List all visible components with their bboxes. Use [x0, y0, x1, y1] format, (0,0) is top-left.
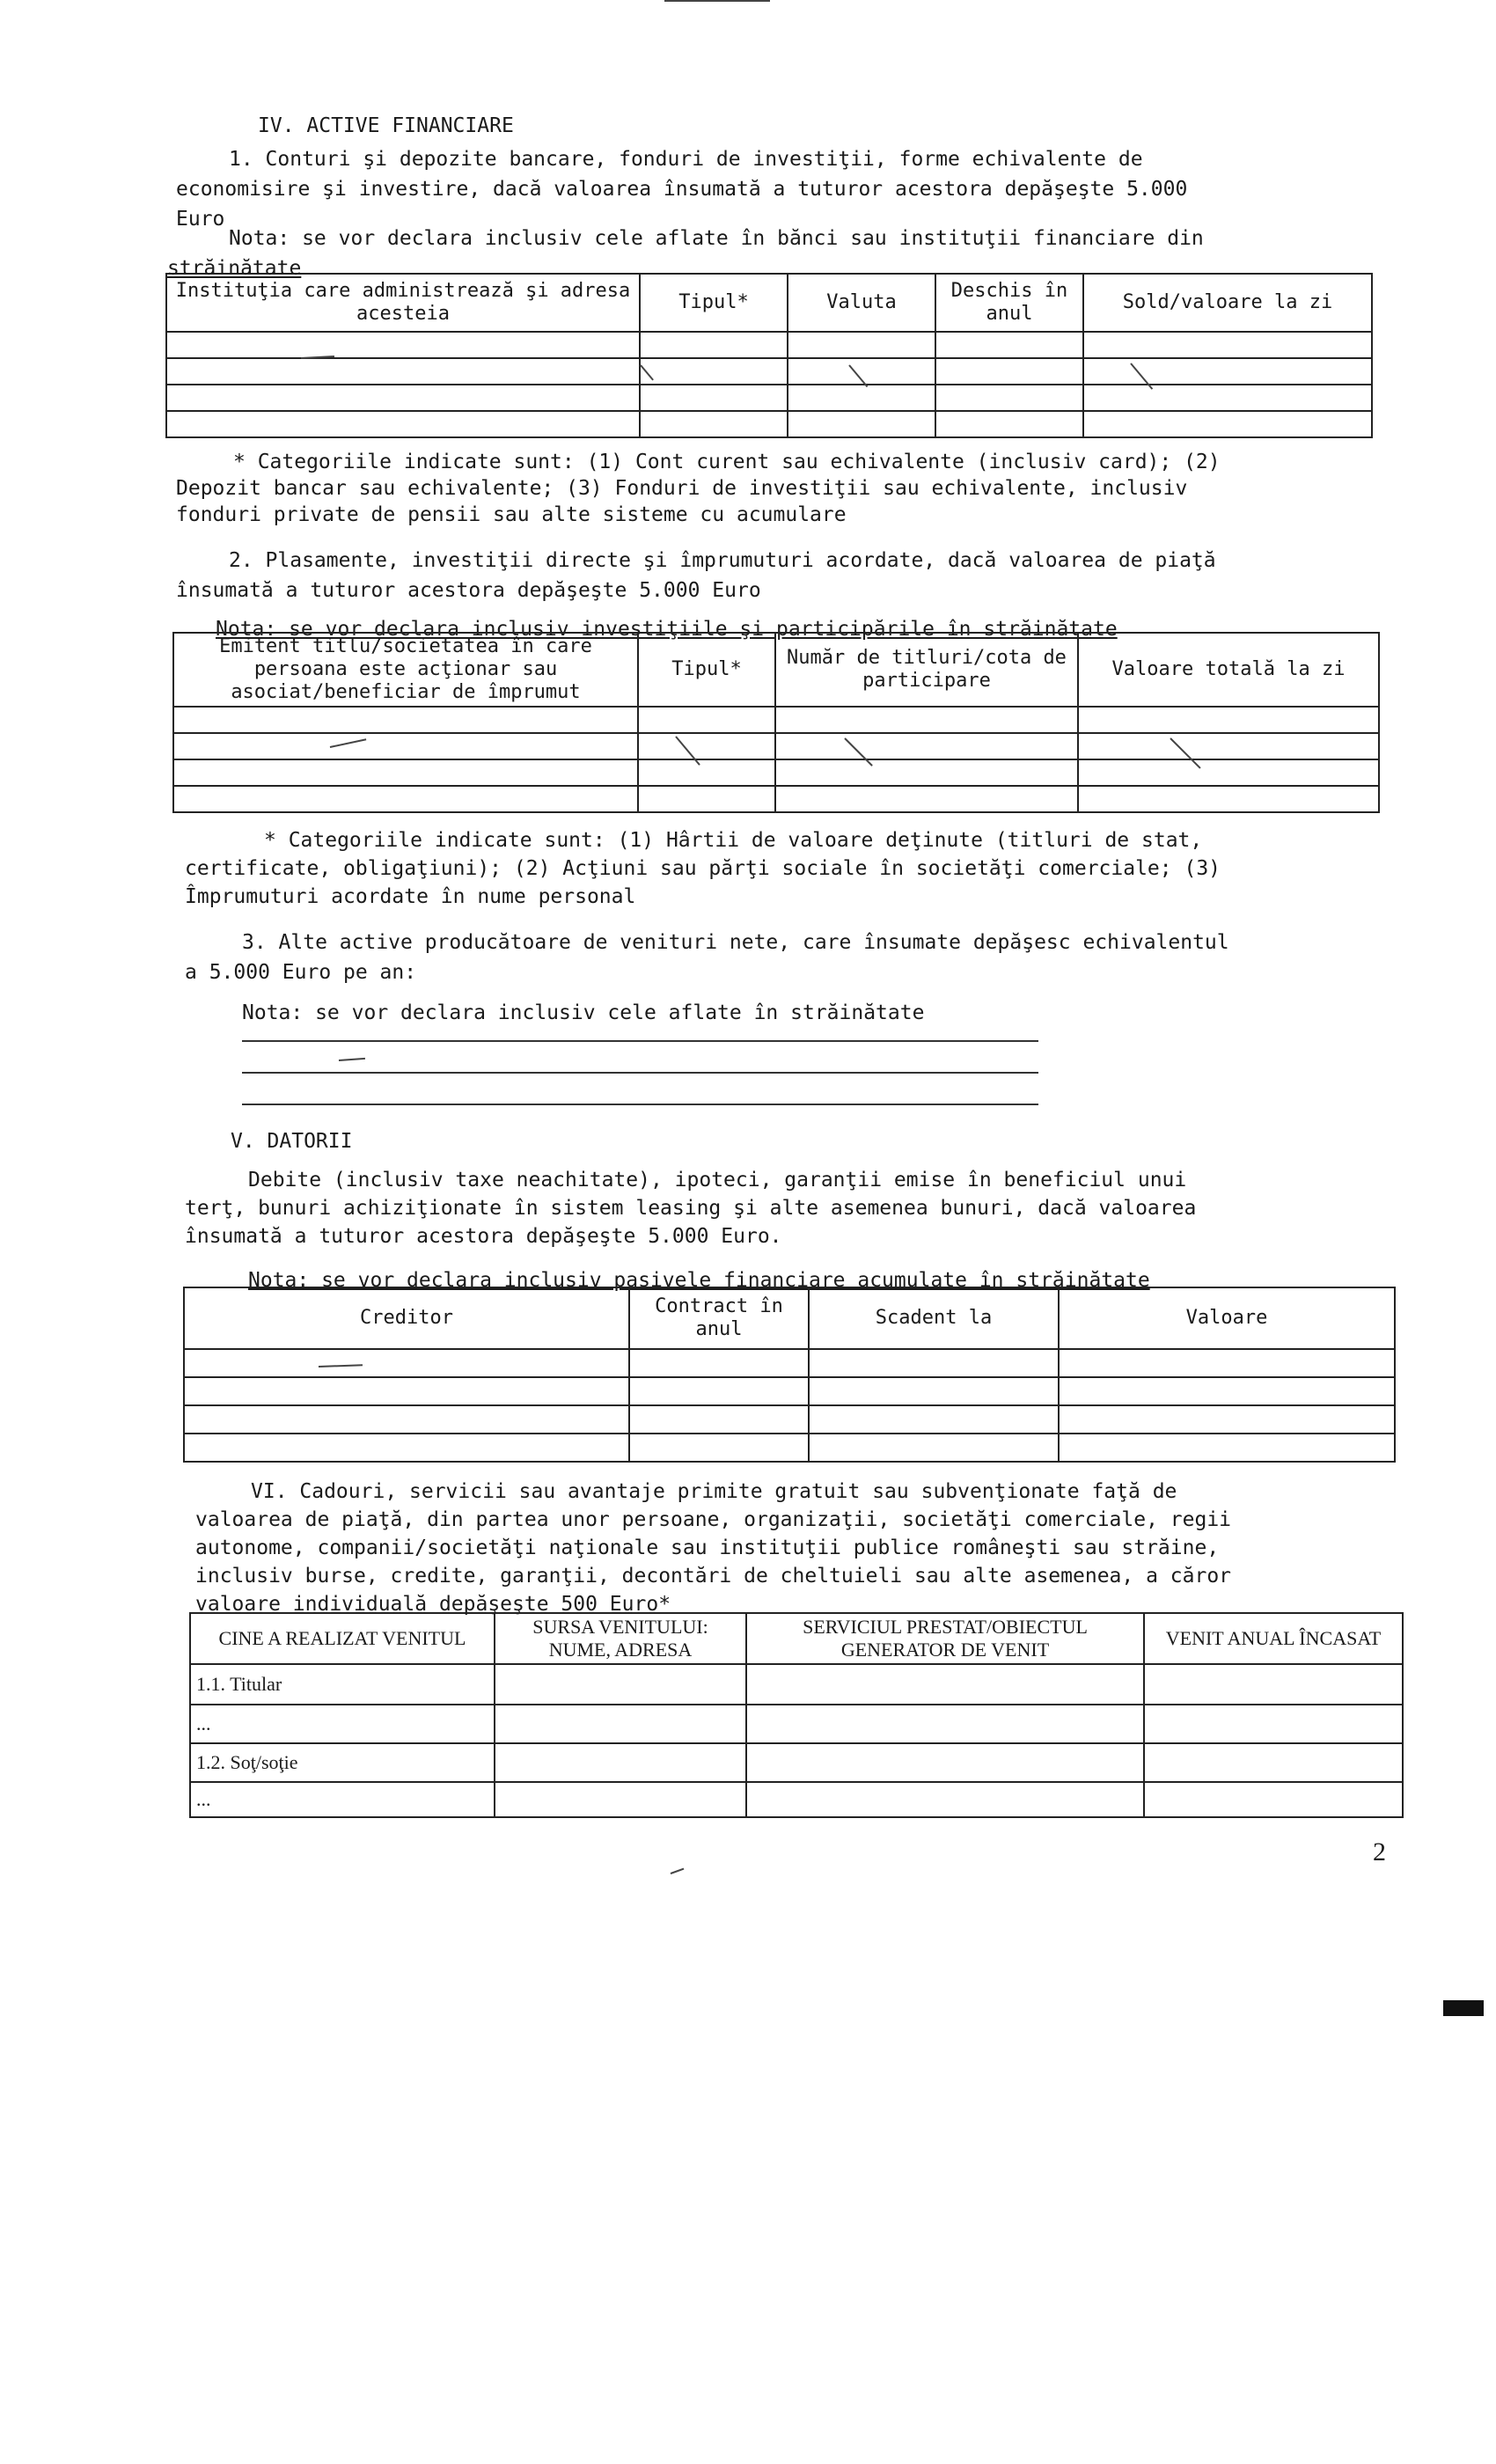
empty-dash-mark [339, 1058, 365, 1061]
page-number: 2 [1373, 1837, 1386, 1866]
note3: Nota: se vor declara inclusiv cele aflate în străinătate [242, 1001, 925, 1024]
t3-header-due: Scadent la [809, 1287, 1059, 1349]
t2-note-line-3: Împrumuturi acordate în nume personal [185, 885, 636, 908]
t2-header-issuer: Emitent titlu/societatea în care persoana este acţionar sau asociat/beneficiar de împrumut [173, 633, 638, 707]
t4-header-source: SURSA VENITULUI: NUME, ADRESA [495, 1613, 746, 1664]
t1-header-type: Tipul* [640, 274, 788, 332]
note2: Nota: se vor declara inclusiv investiţiile şi participările în străinătate [216, 618, 1118, 641]
table-row [184, 1434, 1395, 1462]
t4-header-income: VENIT ANUAL ÎNCASAT [1144, 1613, 1403, 1664]
t4-row-label: 1.2. Soţ/soţie [190, 1743, 495, 1782]
table-row [166, 358, 1372, 385]
p1-line-3: Euro [176, 208, 225, 231]
t1-note-line-3: fonduri private de pensii sau alte sisteme cu acumulare [176, 503, 847, 526]
table-row [184, 1377, 1395, 1405]
t2-note-line-2: certificate, obligaţiuni); (2) Acţiuni sau părţi sociale în societăţi comerciale; (3) [185, 857, 1221, 880]
t2-header-count: Număr de titluri/cota de participare [775, 633, 1078, 707]
section-iv-heading: IV. ACTIVE FINANCIARE [258, 114, 514, 137]
table-gifts [189, 1612, 1404, 1818]
s5-line-3: însumată a tuturor acestora depăşeşte 5.000 Euro. [185, 1225, 782, 1248]
t4-header-who: CINE A REALIZAT VENITUL [190, 1613, 495, 1664]
t1-header-opened: Deschis în anul [935, 274, 1083, 332]
s6-line-1: VI. Cadouri, servicii sau avantaje primite gratuit sau subvenţionate faţă de [251, 1480, 1177, 1503]
table-row [190, 1743, 1403, 1782]
scan-black-mark [1443, 2000, 1484, 2016]
table-row [166, 411, 1372, 437]
t4-header-service: SERVICIUL PRESTAT/OBIECTUL GENERATOR DE VENIT [746, 1613, 1144, 1664]
blank-line [242, 1104, 1038, 1105]
table-row [190, 1664, 1403, 1705]
t2-header-value: Valoare totală la zi [1078, 633, 1379, 707]
t4-row-label: ... [190, 1782, 495, 1817]
note1-line-1: Nota: se vor declara inclusiv cele aflate în bănci sau instituţii financiare din [229, 227, 1204, 250]
blank-line [242, 1072, 1038, 1074]
s6-line-4: inclusiv burse, credite, garanţii, decontări de cheltuieli sau alte asemenea, a căror [195, 1565, 1232, 1588]
note1-line-2: străinătate [167, 257, 302, 280]
t3-header-creditor: Creditor [184, 1287, 629, 1349]
t4-row-label: 1.1. Titular [190, 1664, 495, 1705]
s5-note: Nota: se vor declara inclusiv pasivele financiare acumulate în străinătate [248, 1269, 1150, 1292]
table-row [190, 1782, 1403, 1817]
s5-line-2: terţ, bunuri achiziţionate în sistem leasing şi alte asemenea bunuri, dacă valoarea [185, 1197, 1197, 1220]
table-row [166, 385, 1372, 411]
t4-row-label: ... [190, 1705, 495, 1743]
t1-note-line-2: Depozit bancar sau echivalente; (3) Fonduri de investiţii sau echivalente, inclusiv [176, 477, 1188, 500]
table-row [190, 1705, 1403, 1743]
table-debts [183, 1287, 1396, 1463]
t1-header-institution: Instituţia care administrează şi adresa acesteia [166, 274, 640, 332]
p1-line-1: 1. Conturi şi depozite bancare, fonduri de investiţii, forme echivalente de [229, 148, 1143, 171]
t2-note-line-1: * Categoriile indicate sunt: (1) Hârtii de valoare deţinute (titluri de stat, [264, 829, 1203, 852]
p2-line-2: însumată a tuturor acestora depăşeşte 5.000 Euro [176, 579, 761, 602]
table-row [166, 332, 1372, 358]
table-row [184, 1405, 1395, 1434]
scan-speck [671, 1868, 685, 1874]
p1-line-2: economisire şi investire, dacă valoarea însumată a tuturor acestora depăşeşte 5.000 [176, 178, 1188, 201]
p2-line-1: 2. Plasamente, investiţii directe şi împrumuturi acordate, dacă valoarea de piaţă [229, 549, 1216, 572]
s6-line-5: valoare individuală depăşeşte 500 Euro* [195, 1593, 671, 1616]
s5-line-1: Debite (inclusiv taxe neachitate), ipoteci, garanţii emise în beneficiul unui [248, 1169, 1187, 1192]
table-row [173, 707, 1379, 733]
section-v-heading: V. DATORII [231, 1130, 353, 1153]
s6-line-3: autonome, companii/societăţi naţionale sau instituţii publice româneşti sau străine, [195, 1536, 1220, 1559]
t3-header-value: Valoare [1059, 1287, 1395, 1349]
table-bank-accounts [165, 273, 1373, 438]
p3-line-1: 3. Alte active producătoare de venituri nete, care însumate depăşesc echivalentul [242, 931, 1229, 954]
t3-header-contract: Contract în anul [629, 1287, 809, 1349]
table-row [173, 733, 1379, 759]
table-investments [172, 632, 1380, 813]
s6-line-2: valoarea de piaţă, din partea unor persoane, organizaţii, societăţi comerciale, regii [195, 1508, 1232, 1531]
table-row [173, 786, 1379, 812]
blank-line [242, 1040, 1038, 1042]
scan-top-line [664, 0, 770, 2]
t2-header-type: Tipul* [638, 633, 775, 707]
p3-line-2: a 5.000 Euro pe an: [185, 961, 417, 984]
t1-note-line-1: * Categoriile indicate sunt: (1) Cont curent sau echivalente (inclusiv card); (2) [233, 451, 1221, 473]
t1-header-balance: Sold/valoare la zi [1083, 274, 1372, 332]
table-row [173, 759, 1379, 786]
table-row [184, 1349, 1395, 1377]
t1-header-currency: Valuta [788, 274, 935, 332]
